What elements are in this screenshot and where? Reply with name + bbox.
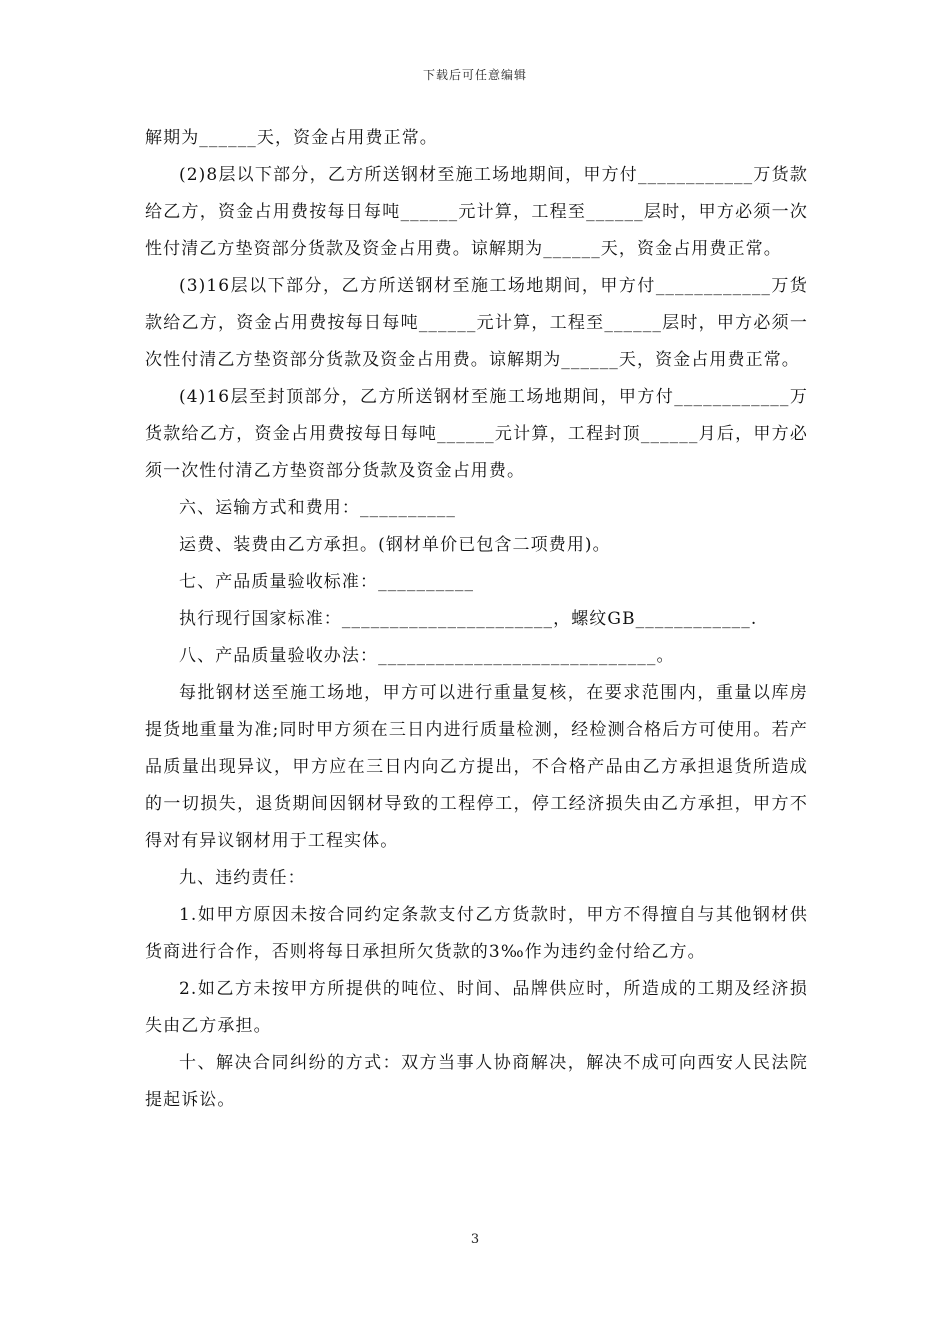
paragraph-clause-5-4: (4)16层至封顶部分，乙方所送钢材至施工场地期间，甲方付____________万货款给乙方，资金占用费按每日每吨______元计算，工程封顶______月后，甲方必须一次性付清乙方垫资部分货款及资金占用费。 (145, 387, 808, 481)
document-body (145, 120, 808, 1119)
paragraph-breach-party-a: 1.如甲方原因未按合同约定条款支付乙方货款时，甲方不得擅自与其他钢材供货商进行合作，否则将每日承担所欠货款的3‰作为违约金付给乙方。 (145, 905, 808, 962)
paragraph-dispute-resolution: 十、解决合同纠纷的方式：双方当事人协商解决，解决不成可向西安人民法院提起诉讼。 (145, 1053, 808, 1110)
paragraph-1-continuation: 解期为______天，资金占用费正常。 (145, 128, 438, 148)
paragraph-inspection: 每批钢材送至施工场地，甲方可以进行重量复核，在要求范围内，重量以库房提货地重量为准;同时甲方须在三日内进行质量检测，经检测合格后方可使用。若产品质量出现异议，甲方应在三日内向乙方提出，不合格产品由乙方承担退货所造成的一切损失，退货期间因钢材导致的工程停工，停工经济损失由乙方承担，甲方不得对有异议钢材用于工程实体。 (145, 683, 808, 851)
paragraph-clause-5-2: (2)8层以下部分，乙方所送钢材至施工场地期间，甲方付____________万货款给乙方，资金占用费按每日每吨______元计算，工程至______层时，甲方必须一次性付清乙方垫资部分货款及资金占用费。谅解期为______天，资金占用费正常。 (145, 165, 808, 259)
heading-transport: 六、运输方式和费用：__________ (179, 498, 456, 518)
page-header: 下载后可任意编辑 (422, 68, 527, 82)
paragraph-breach-party-b: 2.如乙方未按甲方所提供的吨位、时间、品牌供应时，所造成的工期及经济损失由乙方承担。 (145, 979, 808, 1036)
heading-quality-standard: 七、产品质量验收标准：__________ (179, 572, 475, 592)
heading-breach-liability: 九、违约责任： (179, 868, 306, 888)
paragraph-clause-5-3: (3)16层以下部分，乙方所送钢材至施工场地期间，甲方付____________万货款给乙方，资金占用费按每日每吨______元计算，工程至______层时，甲方必须一次性付清乙方垫资部分货款及资金占用费。谅解期为______天，资金占用费正常。 (145, 276, 808, 370)
page-number: 3 (470, 1232, 480, 1247)
paragraph-transport-cost: 运费、装费由乙方承担。(钢材单价已包含二项费用)。 (179, 535, 611, 555)
heading-quality-method: 八、产品质量验收办法：_____________________________。 (179, 646, 675, 666)
paragraph-national-standard: 执行现行国家标准：______________________，螺纹GB____________. (179, 609, 758, 629)
